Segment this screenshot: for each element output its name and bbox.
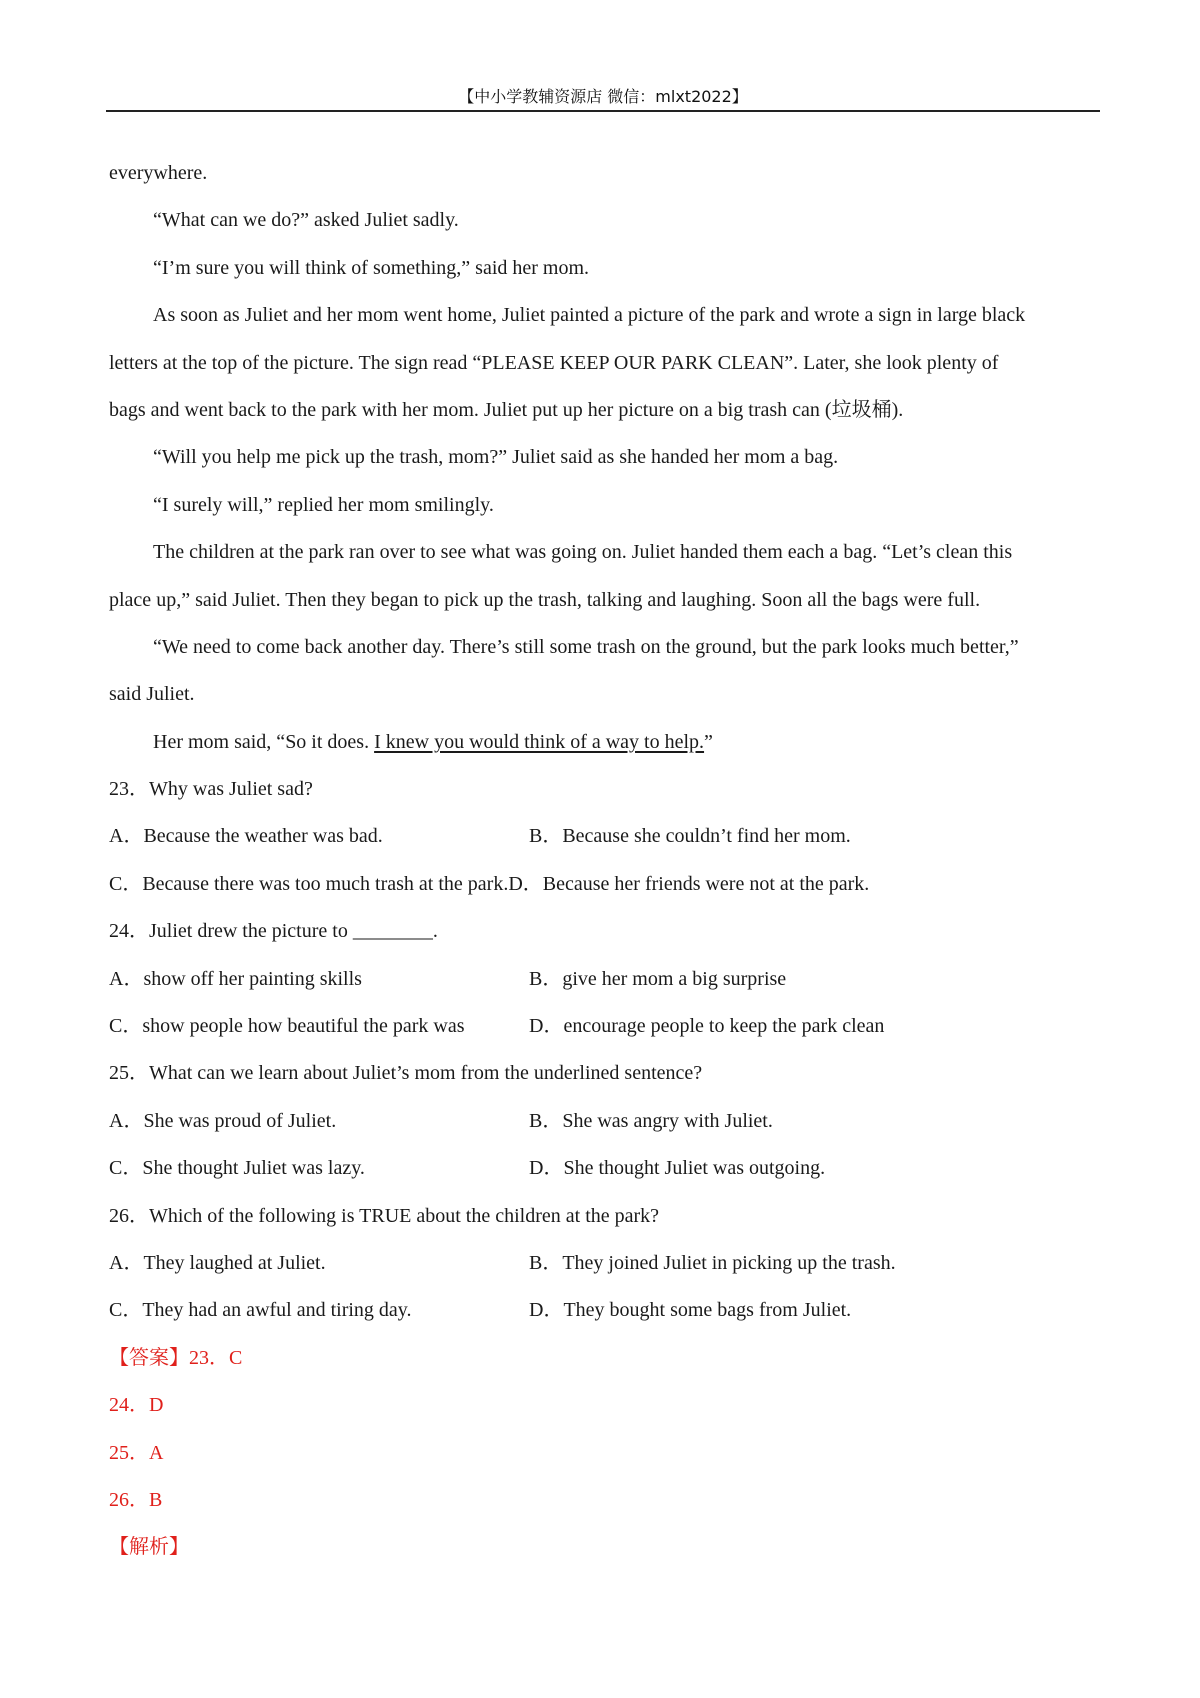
option-d: D．They bought some bags from Juliet. <box>529 1299 852 1322</box>
option-a: A．show off her painting skills <box>109 967 362 990</box>
passage-line: said Juliet. <box>109 683 195 706</box>
option-row <box>109 1287 1094 1334</box>
option-b: B．Because she couldn’t find her mom. <box>529 825 851 848</box>
option-row <box>109 1145 1094 1192</box>
header-rule <box>106 110 1100 112</box>
option-c: C．show people how beautiful the park was <box>109 1015 465 1038</box>
option-b: B．give her mom a big surprise <box>529 967 787 990</box>
passage-line: As soon as Juliet and her mom went home, Juliet painted a picture of the park and wrote a sign in large black <box>153 304 1026 327</box>
passage-text: Her mom said, “So it does. <box>153 730 375 753</box>
passage-line: letters at the top of the picture. The sign read “PLEASE KEEP OUR PARK CLEAN”. Later, she look plenty of <box>109 351 999 374</box>
option-a: A．Because the weather was bad. <box>109 825 383 848</box>
answer-item: 26．B <box>109 1488 163 1511</box>
document-body <box>109 150 1094 1572</box>
option-c: C．They had an awful and tiring day. <box>109 1299 412 1322</box>
option-b: B．They joined Juliet in picking up the trash. <box>529 1251 896 1274</box>
option-c: C．Because there was too much trash at the park. <box>109 872 509 895</box>
option-row <box>109 1003 1094 1050</box>
option-d: D．Because her friends were not at the park. <box>508 872 870 895</box>
answer-item: 25．A <box>109 1441 164 1464</box>
passage-line: place up,” said Juliet. Then they began to pick up the trash, talking and laughing. Soon all the bags were full. <box>109 588 981 611</box>
option-row <box>109 1240 1094 1287</box>
passage-line: “Will you help me pick up the trash, mom?” Juliet said as she handed her mom a bag. <box>153 446 839 469</box>
question-stem: 23．Why was Juliet sad? <box>109 778 313 801</box>
passage-line: “What can we do?” asked Juliet sadly. <box>153 209 459 232</box>
passage-line: bags and went back to the park with her mom. Juliet put up her picture on a big trash can (垃圾桶). <box>109 398 904 421</box>
passage-line-final <box>109 719 1094 766</box>
passage-line: everywhere. <box>109 162 208 184</box>
question-stem: 24．Juliet drew the picture to ________. <box>109 920 438 943</box>
option-d: D．encourage people to keep the park clean <box>529 1015 885 1038</box>
passage-line: “I’m sure you will think of something,” said her mom. <box>153 256 590 279</box>
page-header: 【中小学教辅资源店 微信：mlxt2022】 <box>458 87 748 106</box>
passage-line: The children at the park ran over to see what was going on. Juliet handed them each a bag. “Let’s clean this <box>153 541 1013 564</box>
option-row <box>109 813 1094 860</box>
option-b: B．She was angry with Juliet. <box>529 1109 773 1132</box>
option-row <box>109 956 1094 1003</box>
option-d: D．She thought Juliet was outgoing. <box>529 1157 826 1180</box>
option-a: A．They laughed at Juliet. <box>109 1251 326 1274</box>
option-c: C．She thought Juliet was lazy. <box>109 1157 365 1180</box>
option-row <box>109 1098 1094 1145</box>
underlined-sentence: I knew you would think of a way to help. <box>374 730 705 753</box>
passage-text: ” <box>704 730 713 753</box>
question-stem: 26．Which of the following is TRUE about the children at the park? <box>109 1204 660 1227</box>
analysis-label: 【解析】 <box>109 1536 189 1559</box>
passage-line: “We need to come back another day. There’s still some trash on the ground, but the park looks much better,” <box>153 635 1019 658</box>
answer-item: 24．D <box>109 1394 164 1417</box>
option-row <box>109 861 1094 908</box>
answer-item: 23．C <box>189 1346 243 1369</box>
answer-label: 【答案】 <box>109 1346 189 1369</box>
answer-line <box>109 1335 1094 1382</box>
option-a: A．She was proud of Juliet. <box>109 1109 337 1132</box>
question-stem: 25．What can we learn about Juliet’s mom from the underlined sentence? <box>109 1062 703 1085</box>
passage-line: “I surely will,” replied her mom smilingly. <box>153 493 494 516</box>
